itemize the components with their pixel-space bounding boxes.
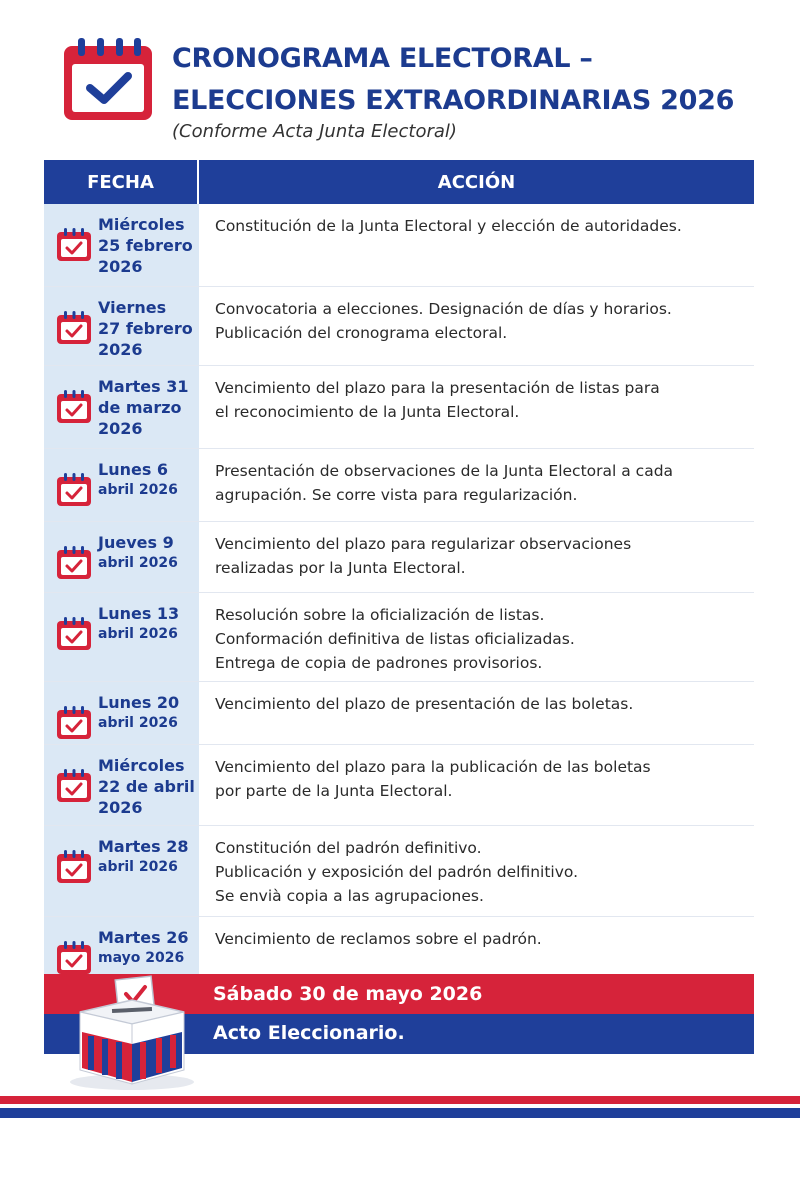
- title-line-2: ELECCIONES EXTRAORDINARIAS 2026: [172, 85, 735, 116]
- date-line: 2026: [98, 340, 143, 359]
- date-line: abril 2026: [98, 482, 178, 498]
- calendar-check-icon: [56, 311, 92, 345]
- date-line: 27 febrero: [98, 319, 193, 338]
- date-line: abril 2026: [98, 626, 178, 642]
- action-cell: [199, 917, 754, 979]
- calendar-check-icon: [56, 546, 92, 580]
- date-text: [98, 214, 193, 277]
- header: [0, 0, 800, 160]
- date-cell: [44, 826, 199, 916]
- action-cell: [199, 682, 754, 744]
- date-cell: [44, 287, 199, 365]
- date-cell: [44, 745, 199, 825]
- action-cell: [199, 287, 754, 365]
- action-cell: [199, 745, 754, 825]
- date-text: [98, 603, 179, 645]
- date-line: 25 febrero: [98, 236, 193, 255]
- action-line: Vencimiento del plazo para regularizar observaciones: [215, 535, 632, 553]
- date-day: Viernes: [98, 298, 167, 317]
- date-text: [98, 692, 179, 734]
- table-row: [44, 917, 754, 980]
- calendar-check-icon: [60, 36, 156, 124]
- title-line-1: CRONOGRAMA ELECTORAL –: [172, 43, 593, 74]
- action-cell: [199, 593, 754, 681]
- subtitle: (Conforme Acta Junta Electoral): [172, 121, 457, 142]
- date-text: [98, 459, 178, 501]
- table-body: [44, 204, 754, 980]
- date-cell: [44, 682, 199, 744]
- date-day: Lunes 20: [98, 693, 180, 712]
- action-line: Conformación definitiva de listas oficializadas.: [215, 630, 575, 648]
- date-day: Martes 26: [98, 928, 189, 947]
- action-line: Vencimiento del plazo para la presentación de listas para: [215, 379, 660, 397]
- table-row: [44, 204, 754, 287]
- action-line: Constitución de la Junta Electoral y elección de autoridades.: [215, 217, 682, 235]
- date-cell: [44, 522, 199, 592]
- date-text: [98, 755, 195, 818]
- date-day: Miércoles: [98, 756, 185, 775]
- bottom-stripe-blue: [0, 1108, 800, 1118]
- election-act: Acto Eleccionario.: [213, 1022, 405, 1044]
- action-line: Se envià copia a las agrupaciones.: [215, 887, 484, 905]
- table-row: [44, 522, 754, 593]
- calendar-check-icon: [56, 617, 92, 651]
- date-day: Miércoles: [98, 215, 185, 234]
- calendar-check-icon: [56, 228, 92, 262]
- date-line: abril 2026: [98, 715, 178, 731]
- date-day: Lunes 13: [98, 604, 180, 623]
- date-line: 2026: [98, 419, 143, 438]
- calendar-check-icon: [56, 473, 92, 507]
- table-row: [44, 745, 754, 826]
- action-line: Vencimiento del plazo para la publicación de las boletas: [215, 758, 651, 776]
- bottom-stripe-red: [0, 1096, 800, 1104]
- action-line: Presentación de observaciones de la Junta Electoral a cada: [215, 462, 674, 480]
- calendar-check-icon: [56, 850, 92, 884]
- date-day: Martes 28: [98, 837, 189, 856]
- table-row: [44, 366, 754, 449]
- schedule-table: [44, 160, 754, 980]
- action-line: el reconocimiento de la Junta Electoral.: [215, 403, 520, 421]
- date-text: [98, 836, 188, 878]
- action-cell: [199, 449, 754, 521]
- calendar-check-icon: [56, 769, 92, 803]
- ballot-box-icon: [52, 972, 212, 1092]
- table-row: [44, 593, 754, 682]
- action-line: Resolución sobre la oficialización de listas.: [215, 606, 545, 624]
- date-line: 2026: [98, 798, 143, 817]
- calendar-check-icon: [56, 390, 92, 424]
- action-line: Publicación del cronograma electoral.: [215, 324, 508, 342]
- action-line: Constitución del padrón definitivo.: [215, 839, 482, 857]
- date-line: 22 de abril: [98, 777, 195, 796]
- date-line: abril 2026: [98, 555, 178, 571]
- election-date: Sábado 30 de mayo 2026: [213, 983, 483, 1005]
- action-cell: [199, 826, 754, 916]
- action-line: Vencimiento del plazo de presentación de las boletas.: [215, 695, 634, 713]
- calendar-check-icon: [56, 706, 92, 740]
- column-header-date: FECHA: [44, 160, 199, 204]
- date-day: Jueves 9: [98, 533, 174, 552]
- date-text: [98, 297, 193, 360]
- page-title: [172, 38, 734, 122]
- date-line: 2026: [98, 257, 143, 276]
- action-line: realizadas por la Junta Electoral.: [215, 559, 466, 577]
- date-line: mayo 2026: [98, 950, 185, 966]
- action-line: agrupación. Se corre vista para regularización.: [215, 486, 578, 504]
- date-line: de marzo: [98, 398, 182, 417]
- date-day: Lunes 6: [98, 460, 169, 479]
- table-row: [44, 826, 754, 917]
- date-cell: [44, 917, 199, 979]
- table-row: [44, 449, 754, 522]
- action-line: Entrega de copia de padrones provisorios.: [215, 654, 543, 672]
- date-cell: [44, 366, 199, 448]
- table-header: [44, 160, 754, 204]
- action-cell: [199, 204, 754, 286]
- action-cell: [199, 366, 754, 448]
- date-text: [98, 376, 188, 439]
- action-line: Publicación y exposición del padrón delfinitivo.: [215, 863, 579, 881]
- date-cell: [44, 593, 199, 681]
- table-row: [44, 287, 754, 366]
- action-line: Vencimiento de reclamos sobre el padrón.: [215, 930, 542, 948]
- action-cell: [199, 522, 754, 592]
- table-row: [44, 682, 754, 745]
- column-header-action: ACCIÓN: [437, 171, 516, 193]
- date-cell: [44, 204, 199, 286]
- date-text: [98, 532, 178, 574]
- date-text: [98, 927, 188, 969]
- date-cell: [44, 449, 199, 521]
- calendar-check-icon: [56, 941, 92, 975]
- action-line: por parte de la Junta Electoral.: [215, 782, 453, 800]
- date-line: abril 2026: [98, 859, 178, 875]
- action-line: Convocatoria a elecciones. Designación de días y horarios.: [215, 300, 672, 318]
- date-day: Martes 31: [98, 377, 189, 396]
